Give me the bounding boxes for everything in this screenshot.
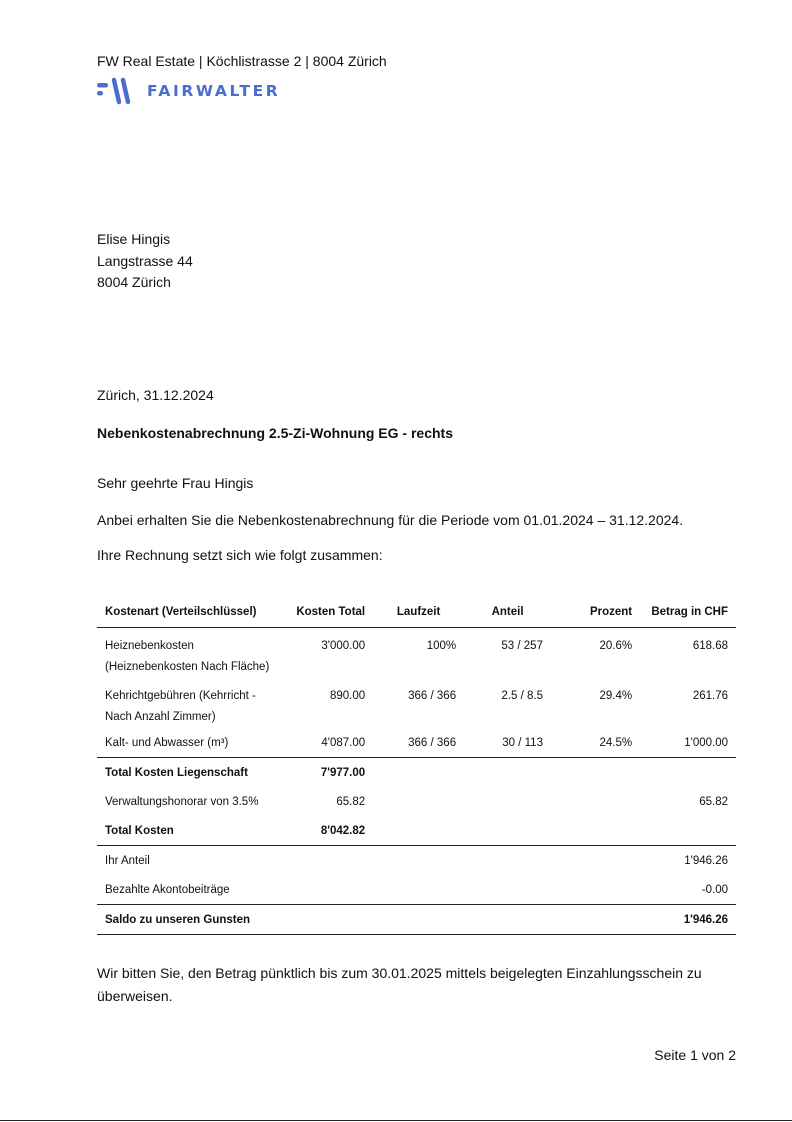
cell-duration: 100%: [426, 640, 457, 652]
cell-percent: 20.6%: [599, 640, 633, 652]
cell-cost-type: Heiznebenkosten (Heiznebenkosten Nach Fläche): [105, 640, 270, 673]
logo-mark-icon: [97, 77, 137, 105]
header-amount: Betrag in CHF: [640, 597, 736, 628]
letter-date: Zürich, 31.12.2024: [97, 387, 214, 403]
balance-value: 1'946.26: [640, 905, 736, 935]
header-duration: Laufzeit: [373, 597, 464, 628]
cell-cost-total: 3'000.00: [321, 640, 366, 652]
cell-duration: 366 / 366: [408, 690, 457, 702]
total-property-label: Total Kosten Liegenschaft: [105, 766, 248, 779]
cell-cost-type: Kehrichtgebühren (Kehrricht - Nach Anzahl Zimmer): [105, 690, 256, 723]
cell-amount: 261.76: [692, 690, 728, 702]
prepaid-row: [97, 875, 736, 905]
total-costs-label: Total Kosten: [97, 816, 280, 846]
share-value: 1'946.26: [684, 854, 728, 867]
cell-amount: 1'000.00: [640, 728, 736, 758]
total-costs-value: 8'042.82: [280, 816, 373, 846]
lead-paragraph: Ihre Rechnung setzt sich wie folgt zusammen:: [97, 547, 383, 563]
header-cost-type: Kostenart (Verteilschlüssel): [97, 597, 280, 628]
total-property-value: 7'977.00: [320, 766, 366, 779]
admin-fee-amount: 65.82: [699, 795, 728, 808]
balance-label: Saldo zu unseren Gunsten: [97, 905, 280, 935]
cell-share: 30 / 113: [464, 728, 551, 758]
closing-paragraph: Wir bitten Sie, den Betrag pünktlich bis zum 30.01.2025 mittels beigelegten Einzahlungsschein zu überweisen.: [97, 965, 702, 1004]
sender-line: FW Real Estate | Köchlistrasse 2 | 8004 Zürich: [97, 53, 387, 69]
cell-duration: 366 / 366: [373, 728, 464, 758]
admin-fee-label: Verwaltungshonorar von 3.5%: [105, 795, 259, 808]
admin-fee-row: [97, 787, 736, 816]
table-row: [97, 628, 736, 679]
logo-text: FAIRWALTER: [147, 82, 281, 100]
cell-share: 53 / 257: [501, 640, 543, 652]
intro-paragraph: Anbei erhalten Sie die Nebenkostenabrechnung für die Periode vom 01.01.2024 – 31.12.2024.: [97, 512, 684, 528]
cell-cost-total: 4'087.00: [280, 728, 373, 758]
table-row: [97, 678, 736, 728]
share-label: Ihr Anteil: [105, 854, 150, 867]
table-header-row: [97, 597, 736, 628]
cell-percent: 29.4%: [599, 690, 633, 702]
recipient-name: Elise Hingis: [97, 231, 171, 247]
letter-subject: Nebenkostenabrechnung 2.5-Zi-Wohnung EG - rechts: [97, 425, 453, 441]
prepaid-label: Bezahlte Akontobeiträge: [97, 875, 280, 905]
header-share: Anteil: [464, 597, 551, 628]
recipient-city: 8004 Zürich: [97, 274, 171, 290]
page-bottom-divider: [0, 1120, 792, 1121]
share-row: [97, 846, 736, 876]
admin-fee-total: 65.82: [336, 795, 366, 808]
fairwalter-logo: [97, 77, 280, 105]
salutation: Sehr geehrte Frau Hingis: [97, 475, 254, 491]
balance-row: [97, 905, 736, 935]
total-property-row: [97, 758, 736, 788]
table-row: [97, 728, 736, 758]
cost-table: [97, 597, 736, 935]
page-number: Seite 1 von 2: [654, 1047, 736, 1063]
header-percent: Prozent: [551, 597, 640, 628]
cell-share: 2.5 / 8.5: [501, 690, 543, 702]
total-costs-row: [97, 816, 736, 846]
cell-amount: 618.68: [692, 640, 728, 652]
header-cost-total: Kosten Total: [280, 597, 373, 628]
recipient-address: [97, 229, 193, 294]
cell-cost-type: Kalt- und Abwasser (m³): [97, 728, 280, 758]
cell-percent: 24.5%: [551, 728, 640, 758]
recipient-street: Langstrasse 44: [97, 252, 193, 269]
cell-cost-total: 890.00: [329, 690, 366, 702]
prepaid-value: -0.00: [640, 875, 736, 905]
